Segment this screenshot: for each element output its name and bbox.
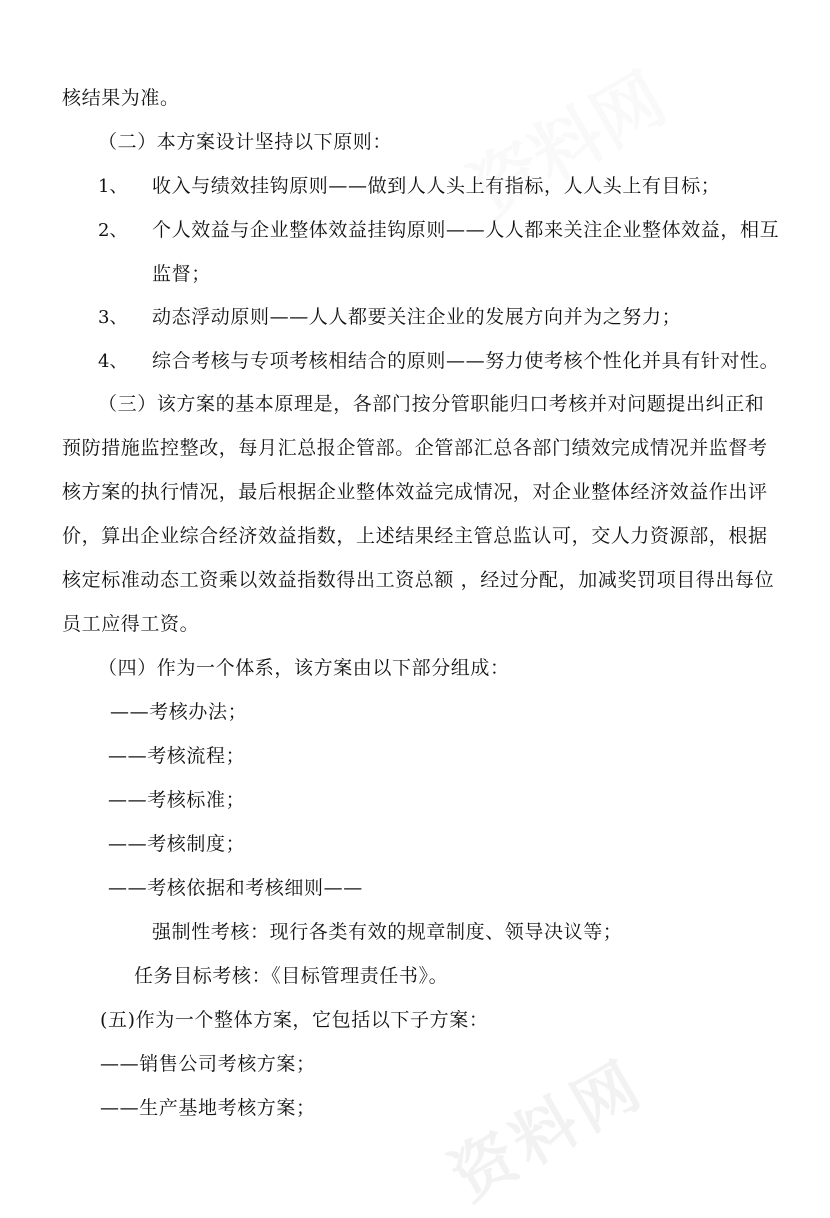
text-line: 核方案的执行情况，最后根据企业整体效益完成情况，对企业整体经济效益作出评 (62, 481, 768, 503)
principle-1: 收入与绩效挂钩原则——做到人人头上有指标，人人头上有目标； (152, 175, 721, 197)
principle-3: 动态浮动原则——人人都要关注企业的发展方向并为之努力； (152, 306, 682, 328)
list-number: 4、 (98, 351, 128, 372)
list-item: ——生产基地考核方案； (100, 1097, 316, 1119)
principle-2-cont: 监督； (152, 263, 211, 285)
watermark-top (449, 44, 681, 236)
list-item: ——考核制度； (108, 833, 246, 855)
section-3-paragraph: （三）该方案的基本原理是，各部门按分管职能归口考核并对问题提出纠正和 (98, 393, 765, 415)
text-line: 核结果为准。 (62, 87, 180, 109)
text-line: 价，算出企业综合经济效益指数，上述结果经主管总监认可，交人力资源部，根据 (62, 525, 768, 547)
watermark-bottom: 资料网 (438, 1046, 658, 1216)
list-item: ——考核依据和考核细则—— (108, 877, 363, 899)
text-line: 预防措施监控整改，每月汇总报企管部。企管部汇总各部门绩效完成情况并监督考 (62, 437, 768, 459)
list-item: ——考核流程； (108, 745, 246, 767)
list-item: ——销售公司考核方案； (100, 1053, 316, 1075)
principle-4: 综合考核与专项考核相结合的原则——努力使考核个性化并具有针对性。 (152, 350, 780, 372)
list-number: 3、 (98, 307, 128, 328)
text-line: 员工应得工资。 (62, 613, 200, 635)
section-4-heading: （四）作为一个体系，该方案由以下部分组成： (98, 657, 510, 679)
section-2-heading: （二）本方案设计坚持以下原则： (98, 131, 393, 153)
list-number: 1、 (98, 176, 128, 197)
sub-item: 强制性考核：现行各类有效的规章制度、领导决议等； (152, 921, 623, 943)
section-5-heading: (五)作为一个整体方案，它包括以下子方案： (100, 1009, 489, 1031)
list-number: 2、 (98, 220, 128, 241)
principle-2: 个人效益与企业整体效益挂钩原则——人人都来关注企业整体效益，相互 (152, 219, 780, 241)
text-line: 核定标准动态工资乘以效益指数得出工资总额 ，经过分配，加减奖罚项目得出每位 (62, 569, 775, 591)
sub-item: 任务目标考核：《目标管理责任书》。 (134, 965, 449, 987)
list-item: ——考核标准； (108, 789, 246, 811)
list-item: ——考核办法； (110, 701, 248, 723)
